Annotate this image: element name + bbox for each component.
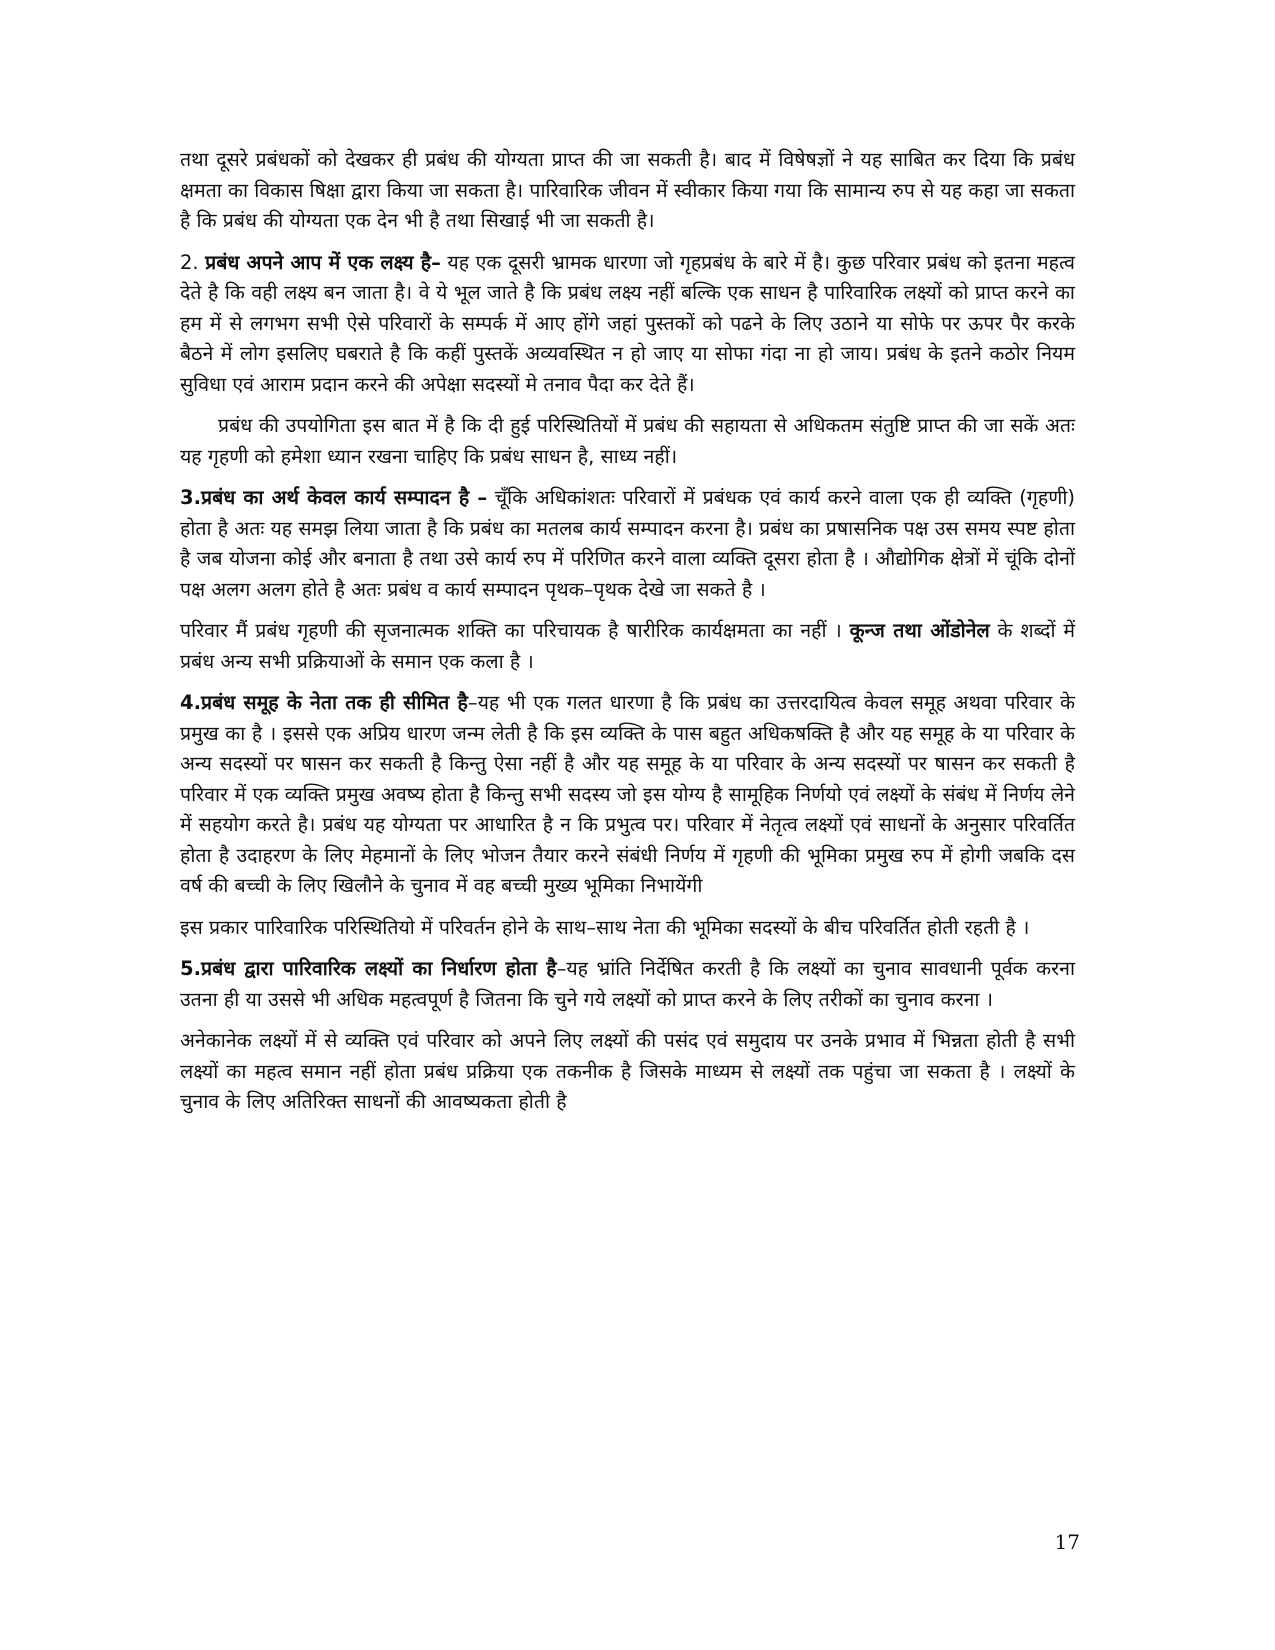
paragraph-goal-selection [180,1026,1075,1118]
section-heading: 5.प्रबंध द्वारा पारिवारिक लक्ष्यों का निर्धारण होता है [180,957,557,980]
paragraph-text-suffix: के शब्दों में प्रबंध अन्य सभी प्रक्रियाओं के समान एक कला है । [180,619,1075,673]
paragraph-text: इस प्रकार पारिवारिक परिस्थितियो में परिवर्तन होने के साथ–साथ नेता की भूमिका सदस्यों के बीच परिवर्तित होती रहती है । [180,915,1030,939]
paragraph-text: चूँकि अधिकांशतः परिवारों में प्रबंधक एवं कार्य करने वाला एक ही व्यक्ति (गृहणी) होता है अतः यह समझ लिया जाता है कि प्रबंध का मतलब कार्य सम्पादन करना है। प्रबंध का प्रषासनिक पक्ष उस समय स्पष्ट होता है जब योजना कोई और बनाता है तथा उसे कार्य रुप में परिणित करने वाला व्यक्ति दूसरा होता है । औद्योगिक क्षेत्रों में चूंकि दोनों पक्ष अलग अलग होते है अतः प्रबंध व कार्य सम्पादन पृथक–पृथक देखे जा सकते है । [180,486,1076,601]
paragraph-utility [180,411,1075,472]
paragraph-text: परिवार मैं प्रबंध गृहणी की सृजनात्मक शक्ति का परिचायक है षारीरिक कार्यक्षमता का नहीं । [180,619,850,642]
section-heading: 4.प्रबंध समूह के नेता तक ही सीमित है [180,691,468,714]
paragraph-text: प्रबंध की उपयोगिता इस बात में है कि दी हुई परिस्थितियों में प्रबंध की सहायता से अधिकतम संतुष्टि प्राप्त की जा सकें अतः यह गृहणी को हमेशा ध्यान रखना चाहिए कि प्रबंध साधन है, साध्य नहीं। [180,414,1075,468]
paragraph-misconception-5 [180,954,1075,1015]
paragraph-text: अनेकानेक लक्ष्यों में से व्यक्ति एवं परिवार को अपने लिए लक्ष्यों की पसंद एवं समुदाय पर उनके प्रभाव में भिन्नता होती है सभी लक्ष्यों का महत्व समान नहीं होता प्रबंध प्रक्रिया एक तकनीक है जिसके माध्यम से लक्ष्यों तक पहुंचा जा सकता है । लक्ष्यों के चुनाव के लिए अतिरिक्त साधनों की आवष्यकता होती है [180,1029,1075,1113]
paragraph-intro [180,145,1075,237]
paragraph-misconception-4 [180,688,1075,902]
paragraph-text: –यह भ्रांति निर्देषित करती है कि लक्ष्यों का चुनाव सावधानी पूर्वक करना उतना ही या उससे भी अधिक महत्वपूर्ण है जितना कि चुने गये लक्ष्यों को प्राप्त करने के लिए तरीकों का चुनाव करना । [180,957,1075,1011]
paragraph-misconception-2 [180,248,1075,401]
paragraph-text: तथा दूसरे प्रबंधकों को देखकर ही प्रबंध की योग्यता प्राप्त की जा सकती है। बाद में विषेषज्ञों ने यह साबित कर दिया कि प्रबंध क्षमता का विकास षिक्षा द्वारा किया जा सकता है। पारिवारिक जीवन में स्वीकार किया गया कि सामान्य रुप से यह कहा जा सकता है कि प्रबंध की योग्यता एक देन भी है तथा सिखाई भी जा सकती है। [180,148,1075,232]
paragraph-text: यह एक दूसरी भ्रामक धारणा जो गृहप्रबंध के बारे में है। कुछ परिवार प्रबंध को इतना महत्व देते है कि वही लक्ष्य बन जाता है। वे ये भूल जाते है कि प्रबंध लक्ष्य नहीं बल्कि एक साधन है पारिवारिक लक्ष्यों को प्राप्त करने का हम में से लगभग सभी ऐसे परिवारों के सम्पर्क में आए होंगे जहां पुस्तकों को पढने के लिए उठाने या सोफे पर ऊपर पैर करके बैठने में लोग इसलिए घबराते है कि कहीं पुस्तकें अव्यवस्थित न हो जाए या सोफा गंदा ना हो जाय। प्रबंध के इतने कठोर नियम सुविधा एवं आराम प्रदान करने की अपेक्षा सदस्यों मे तनाव पैदा कर देते हैं। [180,250,1075,396]
section-heading: 3.प्रबंध का अर्थ केवल कार्य सम्पादन है – [180,486,488,509]
author-names: कून्ज तथा ओंडोनेल [849,619,990,642]
paragraph-text: –यह भी एक गलत धारणा है कि प्रबंध का उत्तरदायित्व केवल समूह अथवा परिवार के प्रमुख का है । इससे एक अप्रिय धारण जन्म लेती है कि इस व्यक्ति के पास बहुत अधिकषक्ति है और यह समूह के या परिवार के अन्य सदस्यों पर षासन कर सकती है किन्तु ऐसा नहीं है और यह समूह के या परिवार के अन्य सदस्यों पर षासन कर सकती है परिवार में एक व्यक्ति प्रमुख अवष्य होता है किन्तु सभी सदस्य जो इस योग्य है सामूहिक निर्णयो एवं लक्ष्यों के संबंध में निर्णय लेने में सहयोग करते है। प्रबंध यह योग्यता पर आधारित है न कि प्रभुत्व पर। परिवार में नेतृत्व लक्ष्यों एवं साधनों के अनुसार परिवर्तित होता है उदाहरण के लिए मेहमानों के लिए भोजन तैयार करने संबंधी निर्णय में गृहणी की भूमिका प्रमुख रुप में होगी जबकि दस वर्ष की बच्ची के लिए खिलौने के चुनाव में वह बच्ची मुख्य भूमिका निभायेंगी [180,691,1076,897]
paragraph-leadership-change [180,913,1075,944]
section-heading: प्रबंध अपने आप में एक लक्ष्य है– [205,250,441,274]
paragraph-misconception-3 [180,483,1075,605]
page-number: 17 [1054,1530,1080,1554]
document-page [180,145,1075,1129]
paragraph-number: 2. [180,250,206,274]
paragraph-creative-power [180,616,1075,677]
